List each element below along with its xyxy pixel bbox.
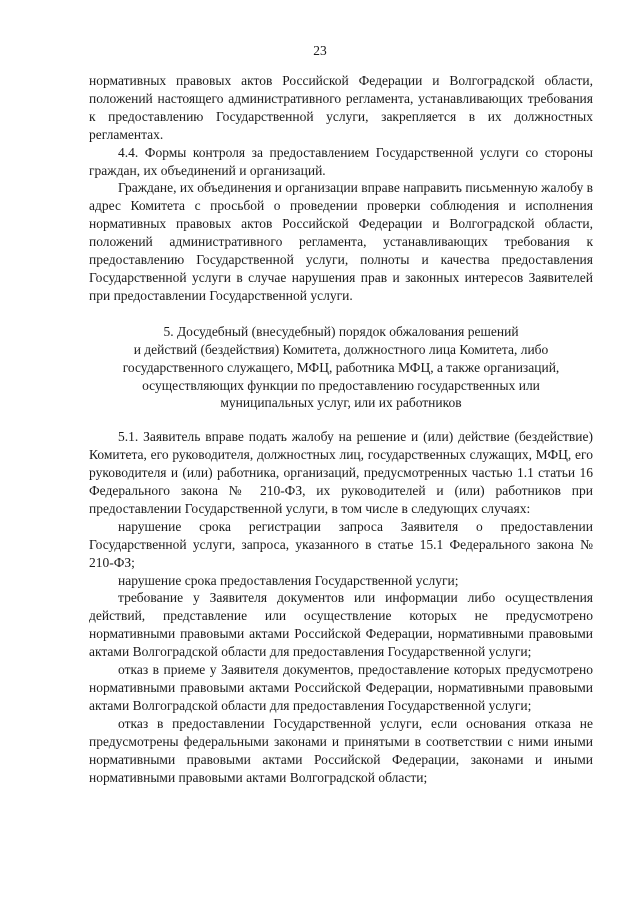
heading-line: и действий (бездействия) Комитета, должностного лица Комитета, либо xyxy=(133,341,549,357)
list-item-service-refusal: отказ в предоставлении Государственной услуги, если основания отказа не предусмотрены федеральными законами и принятыми в соответствии с ними иными нормативными правовыми актами Российской Федерации, законами и иными нормативными правовыми актами Волгоградской области; xyxy=(89,715,593,785)
list-item-document-refusal: отказ в приеме у Заявителя документов, предоставление которых предусмотрено нормативными правовыми актами Российской Федерации, нормативными правовыми актами Волгоградской области для предоставления Государственной услуги; xyxy=(89,662,593,713)
section-5-heading xyxy=(89,323,593,413)
page-number: 23 xyxy=(313,43,327,58)
paragraph-5-1: 5.1. Заявитель вправе подать жалобу на решение и (или) действие (бездействие) Комитета, его руководителя, должностных лиц, государственных служащих, МФЦ, его руководителя и (или) работника, организаций, предусмотренных частью 1.1 статьи 16 Федерального закона № 210-ФЗ, их руководителей и (или) работников при предоставлении Государственной услуги, в том числе в следующих случаях: xyxy=(89,429,593,516)
list-item-service-delay: нарушение срока предоставления Государственной услуги; xyxy=(118,572,459,588)
heading-line: государственного служащего, МФЦ, работника МФЦ, а также организаций, xyxy=(122,359,560,375)
paragraph-complaint-rights: Граждане, их объединения и организации вправе направить письменную жалобу в адрес Комитета с просьбой о проведении проверки соблюдения и исполнения нормативных правовых актов Российской Федерации и Волгоградской области, положений административного регламента, устанавливающих требования к предоставлению Государственной услуги, полноты и качества предоставления Государственной услуги в случае нарушения прав и законных интересов Заявителей при предоставлении Государственной услуги. xyxy=(89,180,593,303)
document-body xyxy=(89,72,593,786)
heading-line: муниципальных услуг, или их работников xyxy=(220,395,462,411)
list-item-registration-delay: нарушение срока регистрации запроса Заявителя о предоставлении Государственной услуги, запроса, указанного в статье 15.1 Федерального закона № 210-ФЗ; xyxy=(89,518,593,570)
heading-line: осуществляющих функции по предоставлению государственных или xyxy=(142,377,540,393)
paragraph-continuation: нормативных правовых актов Российской Федерации и Волгоградской области, положений настоящего административного регламента, устанавливающих требования к предоставлению Государственной услуги, закрепляется в их должностных регламентах. xyxy=(89,73,593,142)
heading-line: 5. Досудебный (внесудебный) порядок обжалования решений xyxy=(163,323,519,339)
list-item-excess-documents: требование у Заявителя документов или информации либо осуществления действий, представление или осуществление которых не предусмотрено нормативными правовыми актами Российской Федерации, нормативными правовыми актами Волгоградской области для предоставления Государственной услуги; xyxy=(89,590,593,660)
paragraph-4-4: 4.4. Формы контроля за предоставлением Государственной услуги со стороны граждан, их объединений и организаций. xyxy=(89,144,593,178)
